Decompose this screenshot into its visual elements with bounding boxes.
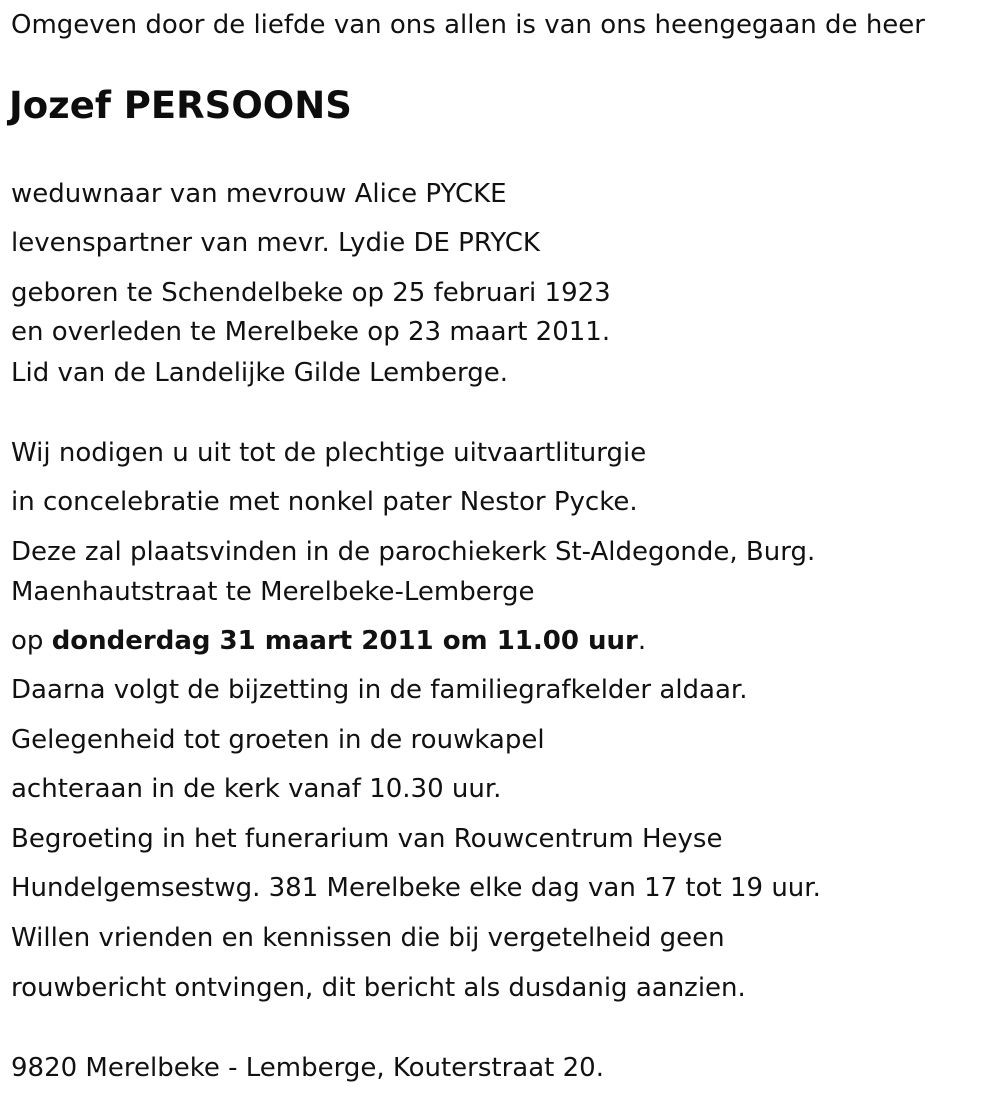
- location-line-1: Deze zal plaatsvinden in de parochiekerk St-Aldegonde, Burg.: [11, 537, 816, 567]
- date-suffix: .: [637, 626, 647, 656]
- membership-line: Lid van de Landelijke Gilde Lemberge.: [11, 358, 508, 388]
- notice-line-2: rouwbericht ontvingen, dit bericht als dusdanig aanzien.: [11, 973, 746, 1003]
- service-date: donderdag 31 maart 2011 om 11.00 uur: [51, 626, 638, 656]
- intro-text: Omgeven door de liefde van ons allen is van ons heengegaan de heer: [11, 10, 925, 40]
- invitation-line-2: in concelebratie met nonkel pater Nestor Pycke.: [11, 487, 638, 517]
- location-line-2: Maenhautstraat te Merelbeke-Lemberge: [11, 577, 535, 607]
- service-date-line: [11, 624, 646, 658]
- burial-line: Daarna volgt de bijzetting in de familiegrafkelder aldaar.: [11, 675, 748, 705]
- death-line: en overleden te Merelbeke op 23 maart 2011.: [11, 317, 611, 347]
- funerarium-line-2: Hundelgemsestwg. 381 Merelbeke elke dag van 17 tot 19 uur.: [11, 873, 821, 903]
- birth-line: geboren te Schendelbeke op 25 februari 1923: [11, 278, 611, 308]
- relation-spouse: weduwnaar van mevrouw Alice PYCKE: [11, 179, 507, 209]
- invitation-line-1: Wij nodigen u uit tot de plechtige uitvaartliturgie: [11, 438, 647, 468]
- greeting-line-2: achteraan in de kerk vanaf 10.30 uur.: [11, 774, 502, 804]
- funerarium-line-1: Begroeting in het funerarium van Rouwcentrum Heyse: [11, 824, 723, 854]
- date-prefix: op: [11, 626, 52, 656]
- greeting-line-1: Gelegenheid tot groeten in de rouwkapel: [11, 725, 545, 755]
- address-line: 9820 Merelbeke - Lemberge, Kouterstraat 20.: [11, 1053, 604, 1083]
- relation-partner: levenspartner van mevr. Lydie DE PRYCK: [11, 228, 540, 258]
- deceased-name: Jozef PERSOONS: [9, 84, 352, 127]
- notice-line-1: Willen vrienden en kennissen die bij vergetelheid geen: [11, 923, 725, 953]
